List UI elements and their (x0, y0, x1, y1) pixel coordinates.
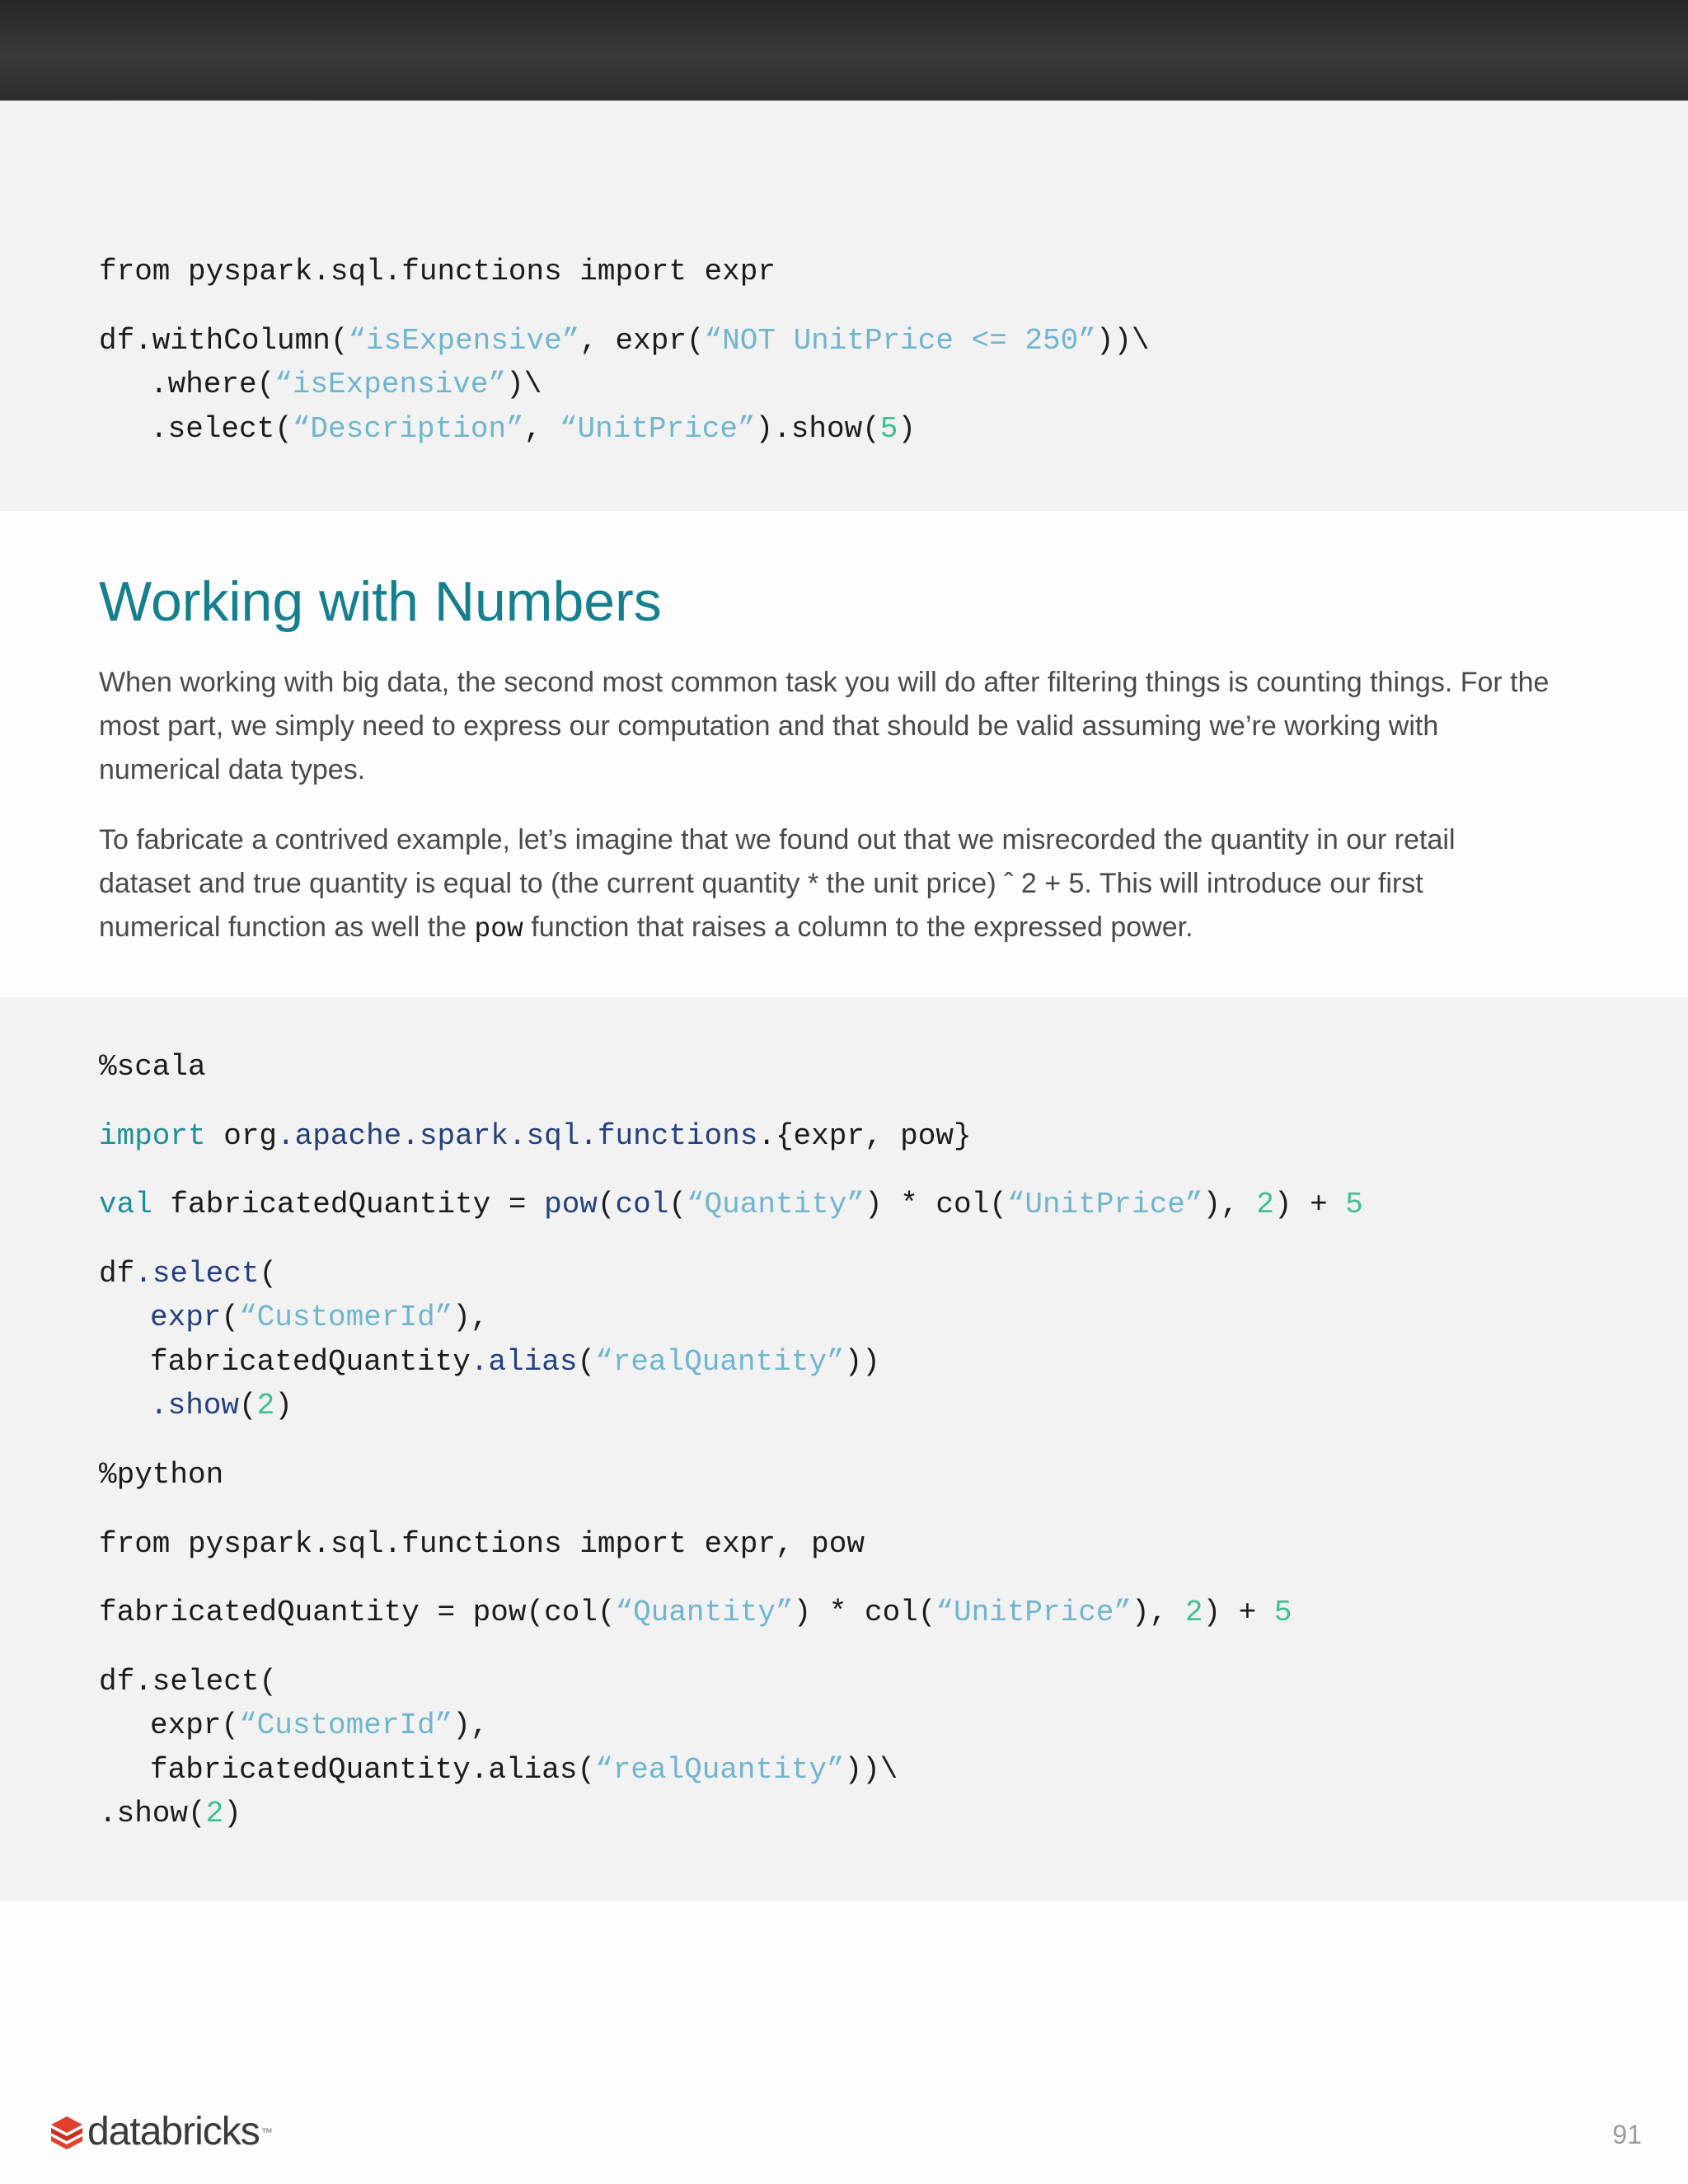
databricks-logo-icon (49, 2115, 84, 2149)
code-line: val fabricatedQuantity = pow(col(“Quantity”) * col(“UnitPrice”), 2) + 5 (99, 1188, 1363, 1221)
code-line: from pyspark.sql.functions import expr, pow (99, 1527, 865, 1561)
page-number: 91 (1612, 2120, 1642, 2149)
code-line: .show(2) (99, 1797, 241, 1830)
section-title: Working with Numbers (99, 570, 662, 633)
code-line: import org.apache.spark.sql.functions.{expr, pow} (99, 1119, 972, 1153)
code-line: df.withColumn(“isExpensive”, expr(“NOT UnitPrice <= 250”))\ (99, 324, 1150, 358)
code-line: expr(“CustomerId”), (150, 1708, 489, 1742)
code-block-pow-example (0, 997, 1688, 1901)
code-line: %python (99, 1458, 224, 1492)
code-line: fabricatedQuantity.alias(“realQuantity”))\ (150, 1753, 898, 1787)
code-line: fabricatedQuantity = pow(col(“Quantity”) * col(“UnitPrice”), 2) + 5 (99, 1596, 1292, 1629)
header-bar (0, 0, 1688, 101)
code-line: df.select( (99, 1257, 278, 1291)
logo-trademark: ™ (260, 2125, 273, 2139)
code-line: .select(“Description”, “UnitPrice”).show(5) (150, 412, 916, 446)
paragraph: When working with big data, the second most common task you will do after filtering things is counting things. For the most part, we simply need to express our computation and that should be valid assuming we’re working with numerical data types. (99, 667, 1550, 785)
code-line: df.select( (99, 1665, 278, 1699)
code-line: %scala (99, 1050, 206, 1084)
databricks-logo (49, 2111, 273, 2153)
code-line: .show(2) (150, 1389, 293, 1422)
code-line: .where(“isExpensive”)\ (150, 368, 542, 401)
inline-code: pow (474, 914, 523, 944)
code-line: from pyspark.sql.functions import expr (99, 255, 776, 288)
paragraph: To fabricate a contrived example, let’s imagine that we found out that we misrecorded the quantity in our retail dataset and true quantity is equal to (the current quantity * the unit price) ˆ 2 + 5. This will introduce our first numerical function as well the pow function that raises a column to the expressed power. (99, 824, 1456, 944)
code-line: fabricatedQuantity.alias(“realQuantity”)) (150, 1345, 880, 1379)
logo-wordmark: databricks (87, 2110, 260, 2154)
code-block-python-filter (0, 101, 1688, 511)
code-line: expr(“CustomerId”), (150, 1301, 489, 1334)
